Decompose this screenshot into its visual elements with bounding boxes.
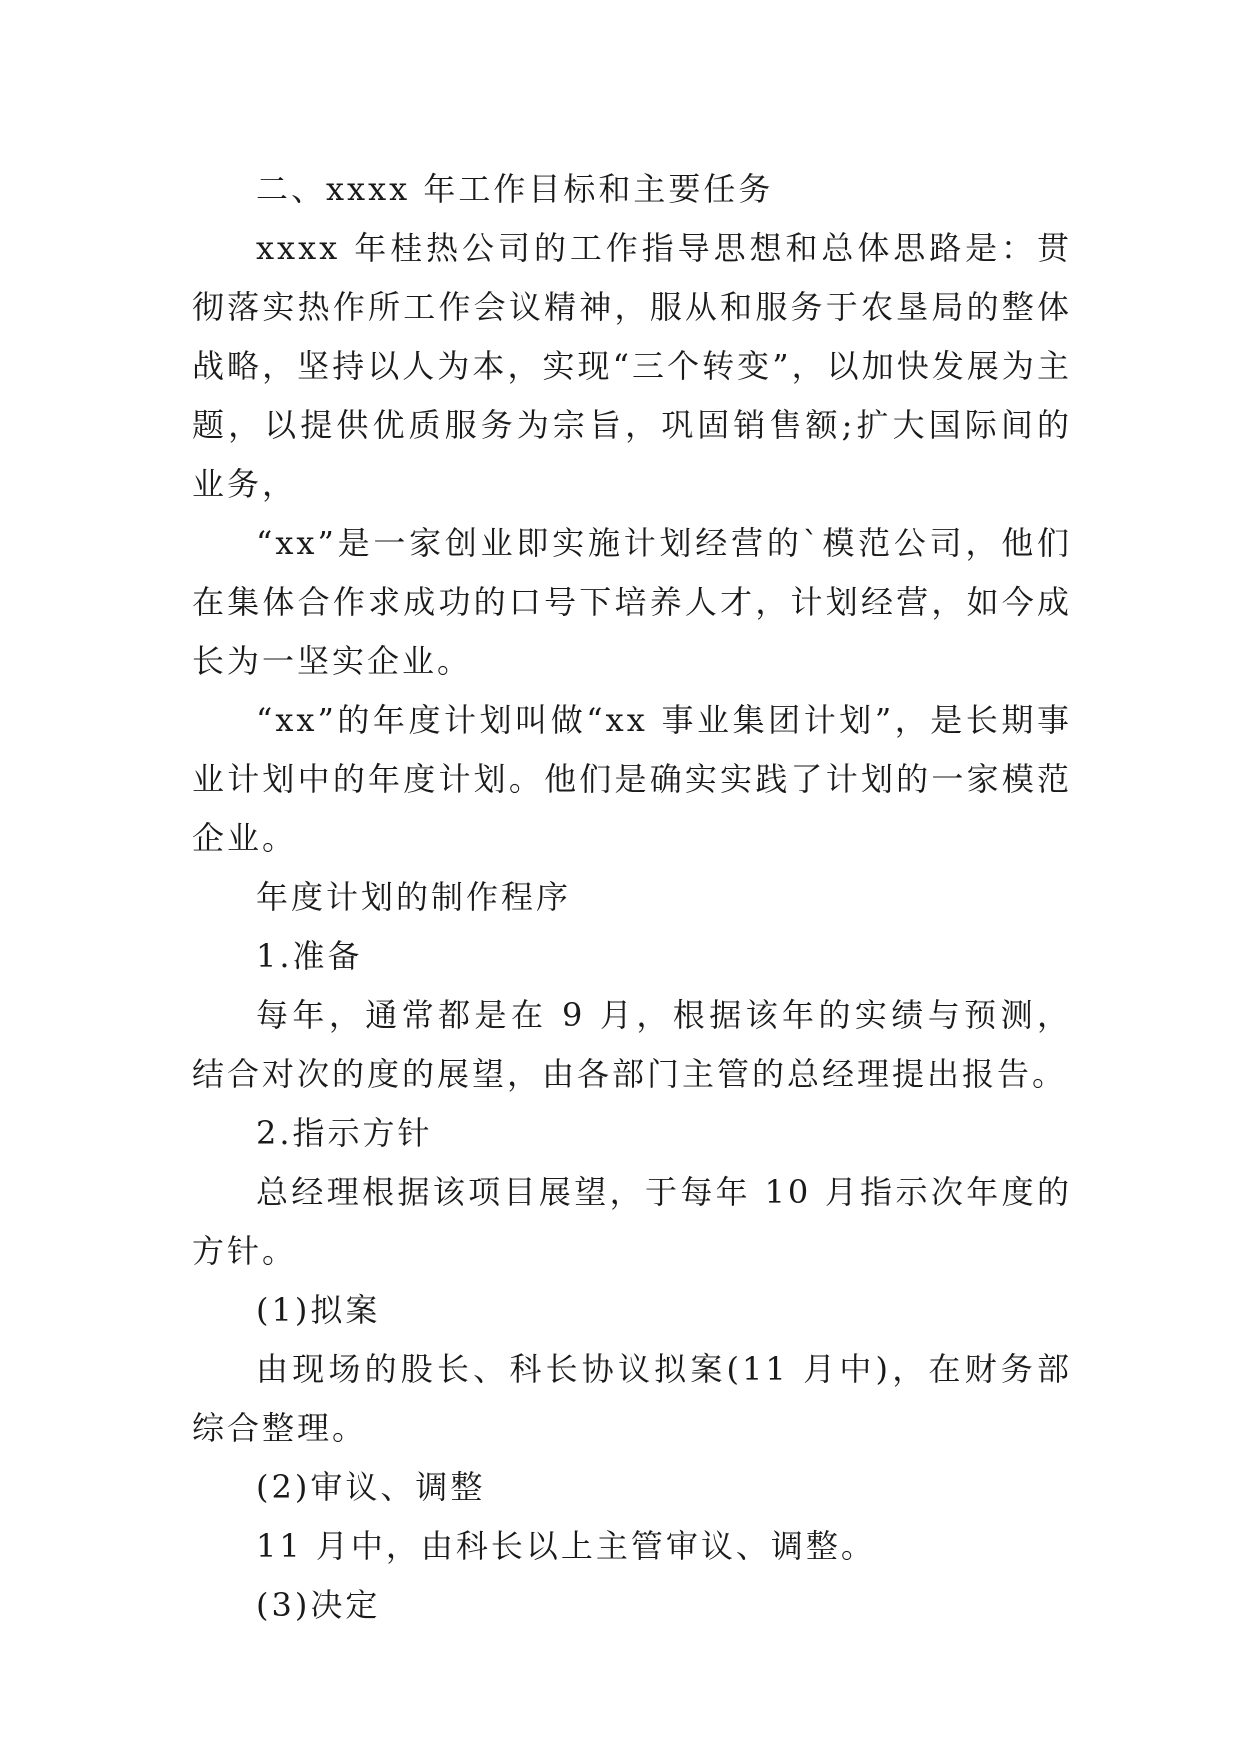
- body-paragraph: “xx”的年度计划叫做“xx 事业集团计划”，是长期事业计划中的年度计划。他们是确实实践了计划的一家模范企业。: [192, 701, 1072, 857]
- body-paragraph: 总经理根据该项目展望，于每年 10 月指示次年度的方针。: [192, 1173, 1072, 1270]
- body-paragraph: 每年，通常都是在 9 月，根据该年的实绩与预测，结合对次的度的展望，由各部门主管的总经理提出报告。: [192, 996, 1072, 1093]
- document-page: [192, 160, 1072, 1635]
- subsection-heading: 年度计划的制作程序: [256, 878, 572, 916]
- substep-heading: (2)审议、调整: [256, 1468, 486, 1506]
- step-heading: 2.指示方针: [256, 1114, 433, 1152]
- step-heading: 1.准备: [256, 937, 363, 975]
- body-paragraph: xxxx 年桂热公司的工作指导思想和总体思路是：贯彻落实热作所工作会议精神，服从和服务于农垦局的整体战略，坚持以人为本，实现“三个转变”，以加快发展为主题，以提供优质服务为宗旨，巩固销售额;扩大国际间的业务，: [192, 229, 1072, 503]
- body-paragraph: 由现场的股长、科长协议拟案(11 月中)，在财务部综合整理。: [192, 1350, 1072, 1447]
- substep-heading: (3)决定: [256, 1586, 381, 1624]
- substep-heading: (1)拟案: [256, 1291, 381, 1329]
- body-paragraph: “xx”是一家创业即实施计划经营的`模范公司，他们在集体合作求成功的口号下培养人才，计划经营，如今成长为一坚实企业。: [192, 524, 1072, 680]
- body-paragraph: 11 月中，由科长以上主管审议、调整。: [256, 1527, 876, 1565]
- section-heading: 二、xxxx 年工作目标和主要任务: [256, 170, 774, 208]
